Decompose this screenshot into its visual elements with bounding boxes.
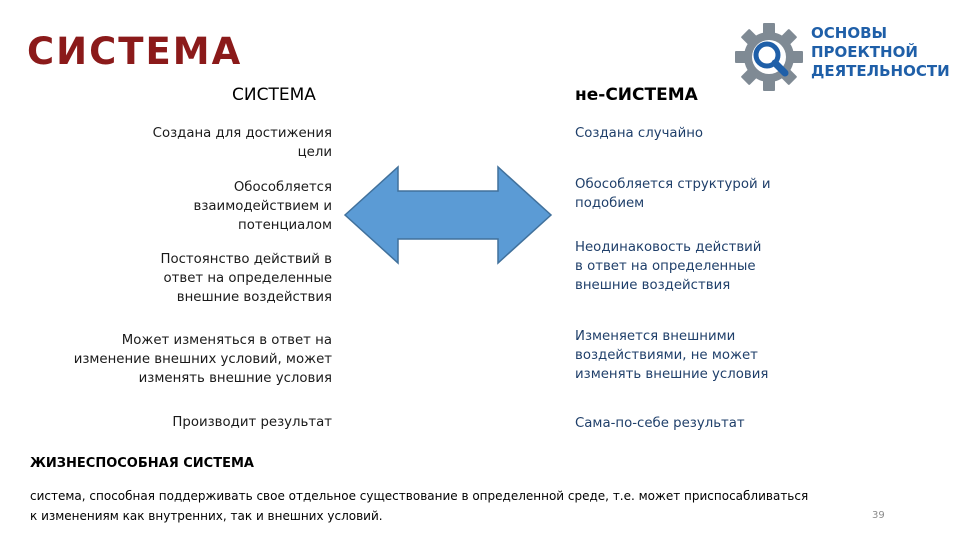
right-item-5 [575, 414, 745, 433]
left-item-3-line: Постоянство действий в [160, 252, 332, 267]
viable-system-title: ЖИЗНЕСПОСОБНАЯ СИСТЕМА [30, 456, 254, 471]
left-item-3 [160, 250, 332, 307]
viable-system-description: система, способная поддерживать свое отдельное существование в определенной среде, т.е. может приспосабливаться к изменениям как внутренних, так и внешних условий. [30, 489, 809, 523]
right-item-2-line: Обособляется структурой и [575, 177, 771, 192]
left-item-1-line: цели [297, 145, 332, 160]
left-item-3-line: внешние воздействия [176, 290, 332, 305]
left-item-2-line: взаимодействием и [193, 199, 332, 214]
left-item-3-line: ответ на определенные [163, 271, 332, 286]
left-item-2-line: потенциалом [238, 218, 332, 233]
left-item-1-line: Создана для достижения [152, 126, 332, 141]
logo-line-2: ПРОЕКТНОЙ [811, 43, 918, 61]
left-item-5-line: Производит результат [172, 415, 332, 430]
left-column-heading: СИСТЕМА [232, 85, 316, 105]
right-item-1-line: Создана случайно [575, 126, 704, 141]
right-item-2 [575, 175, 771, 213]
gear-magnifier-icon [733, 21, 805, 93]
left-item-2-line: Обособляется [233, 180, 332, 195]
double-arrow-icon [343, 165, 553, 265]
left-item-5 [172, 413, 332, 432]
right-item-4-line: воздействиями, не может [575, 348, 758, 363]
left-item-4-line: изменение внешних условий, может [73, 352, 332, 367]
left-item-2 [194, 178, 333, 235]
logo-line-1: ОСНОВЫ [811, 24, 888, 42]
logo [733, 16, 948, 96]
left-item-4-line: Может изменяться в ответ на [121, 333, 332, 348]
slide-title: СИСТЕМА [27, 30, 243, 73]
right-item-3-line: внешние воздействия [575, 278, 731, 293]
logo-line-3: ДЕЯТЕЛЬНОСТИ [811, 62, 950, 80]
right-item-3-line: Неодинаковость действий [575, 240, 762, 255]
left-item-1 [153, 124, 332, 162]
right-item-4 [575, 327, 768, 384]
left-item-4 [74, 331, 332, 388]
right-item-3 [575, 238, 761, 295]
logo-text [811, 24, 950, 81]
right-item-4-line: изменять внешние условия [575, 367, 769, 382]
left-item-4-line: изменять внешние условия [138, 371, 332, 386]
right-item-1 [575, 124, 703, 143]
right-item-4-line: Изменяется внешними [575, 329, 736, 344]
right-item-3-line: в ответ на определенные [575, 259, 756, 274]
page-number: 39 [872, 510, 885, 521]
right-column-heading: не-СИСТЕМА [575, 85, 698, 105]
right-item-2-line: подобием [575, 196, 645, 211]
right-item-5-line: Сама-по-себе результат [575, 416, 745, 431]
